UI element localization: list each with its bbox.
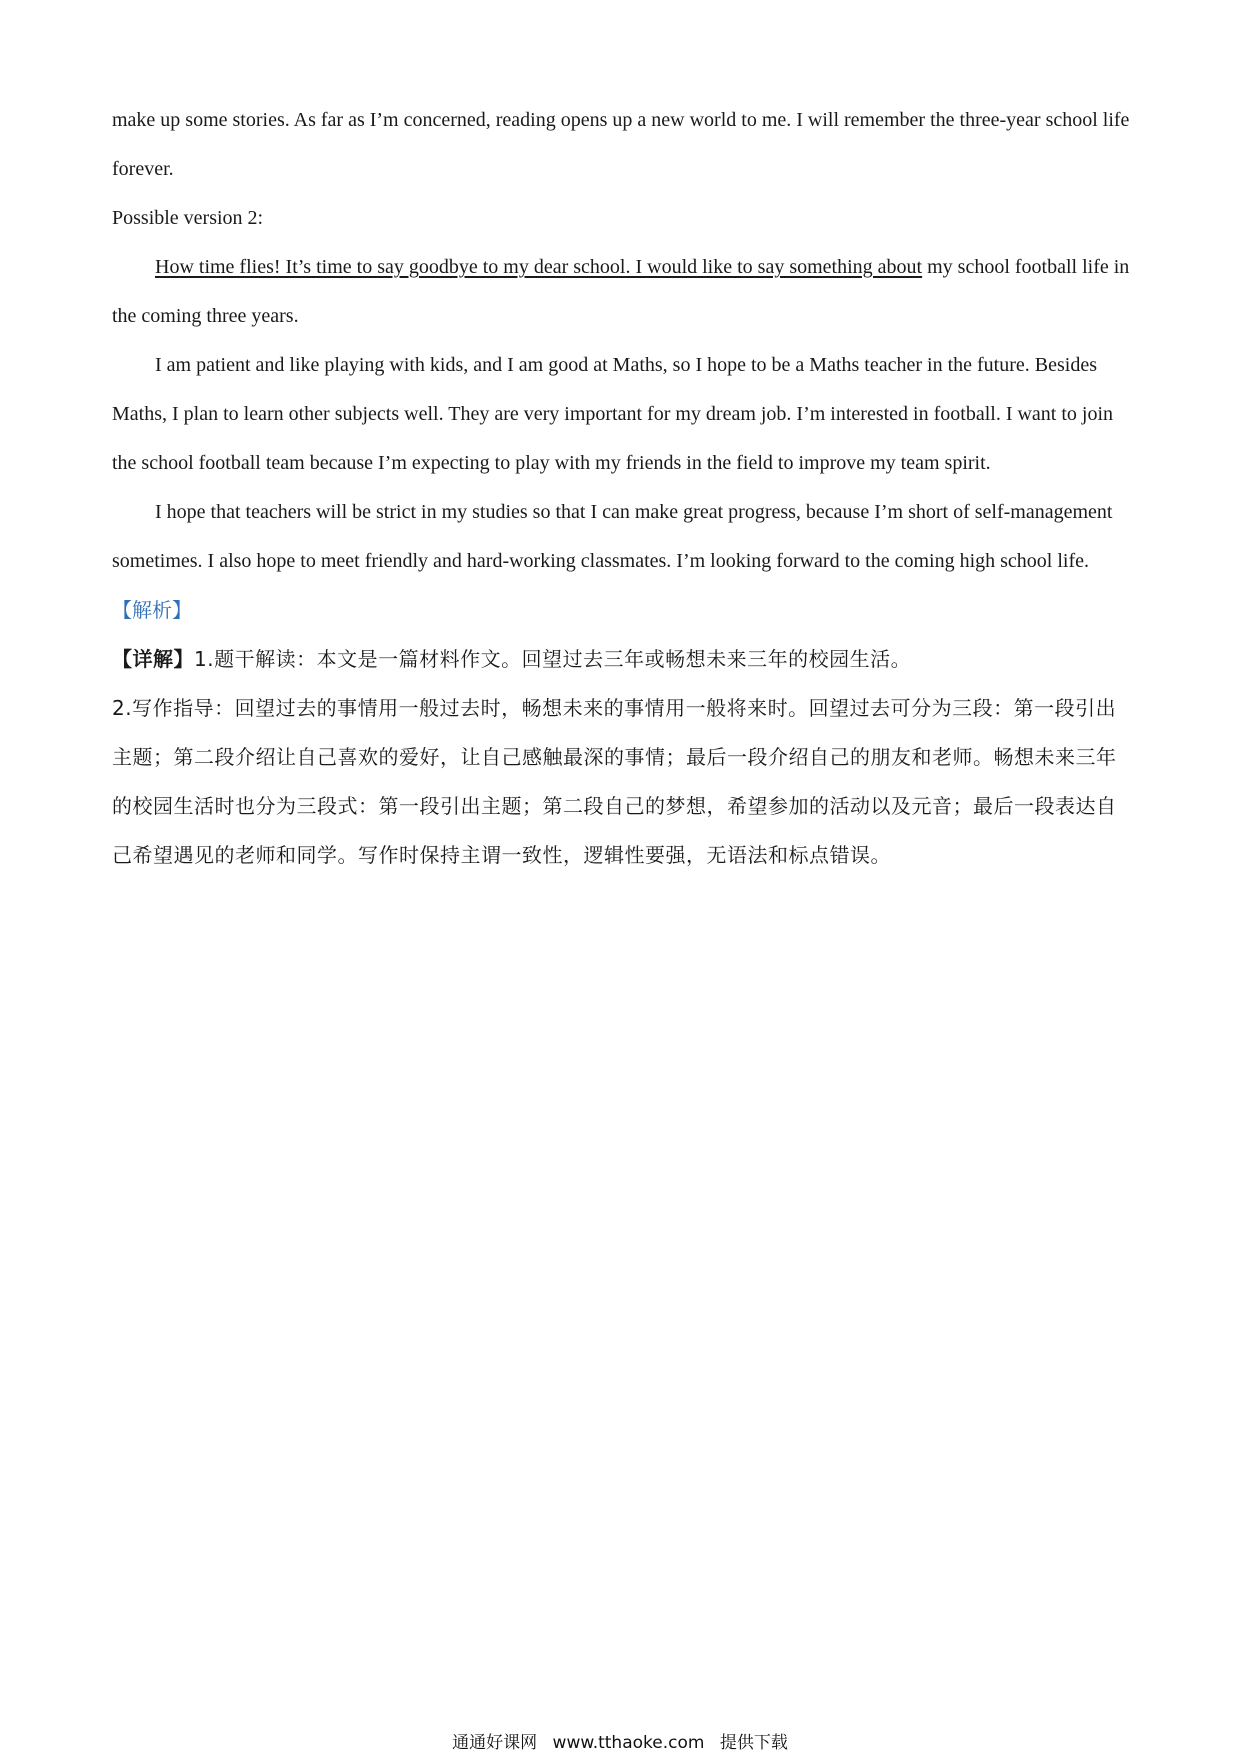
footer-site-name: 通通好课网	[452, 1733, 538, 1753]
analysis-point-1	[112, 635, 1132, 684]
detail-label: 【详解】	[112, 647, 194, 671]
analysis-heading: 【解析】	[112, 598, 192, 622]
footer-provided: 提供下载	[719, 1733, 788, 1753]
version2-paragraph-1	[112, 243, 1132, 341]
version2-paragraph-1-underlined: How time flies! It’s time to say goodbye to my dear school. I would like to say something about	[155, 256, 923, 278]
footer-url[interactable]: www.tthaoke.com	[552, 1733, 705, 1753]
version2-label: Possible version 2:	[112, 207, 264, 229]
essay1-continuation: make up some stories. As far as I’m concerned, reading opens up a new world to me. I will remember the three-year school life forever.	[112, 109, 1130, 180]
analysis-point-1-text: 1.题干解读：本文是一篇材料作文。回望过去三年或畅想未来三年的校园生活。	[194, 647, 912, 671]
version2-paragraph-1-rest: my school football life in the coming three years.	[112, 256, 1130, 327]
version2-paragraph-3: I hope that teachers will be strict in my studies so that I can make great progress, because I’m short of self-management sometimes. I also hope to meet friendly and hard-working classmates. I’m looking forward to the coming high school life.	[112, 501, 1113, 572]
page-footer	[0, 1728, 1240, 1753]
analysis-point-2: 2.写作指导：回望过去的事情用一般过去时，畅想未来的事情用一般将来时。回望过去可分为三段：第一段引出主题；第二段介绍让自己喜欢的爱好，让自己感触最深的事情；最后一段介绍自己的朋友和老师。畅想未来三年的校园生活时也分为三段式：第一段引出主题；第二段自己的梦想，希望参加的活动以及元音；最后一段表达自己希望遇见的老师和同学。写作时保持主谓一致性，逻辑性要强，无语法和标点错误。	[112, 696, 1117, 867]
version2-paragraph-2: I am patient and like playing with kids, and I am good at Maths, so I hope to be a Maths teacher in the future. Besides Maths, I plan to learn other subjects well. They are very important for my dream job. I’m interested in football. I want to join the school football team because I’m expecting to play with my friends in the field to improve my team spirit.	[112, 354, 1114, 474]
document-page	[112, 96, 1132, 880]
